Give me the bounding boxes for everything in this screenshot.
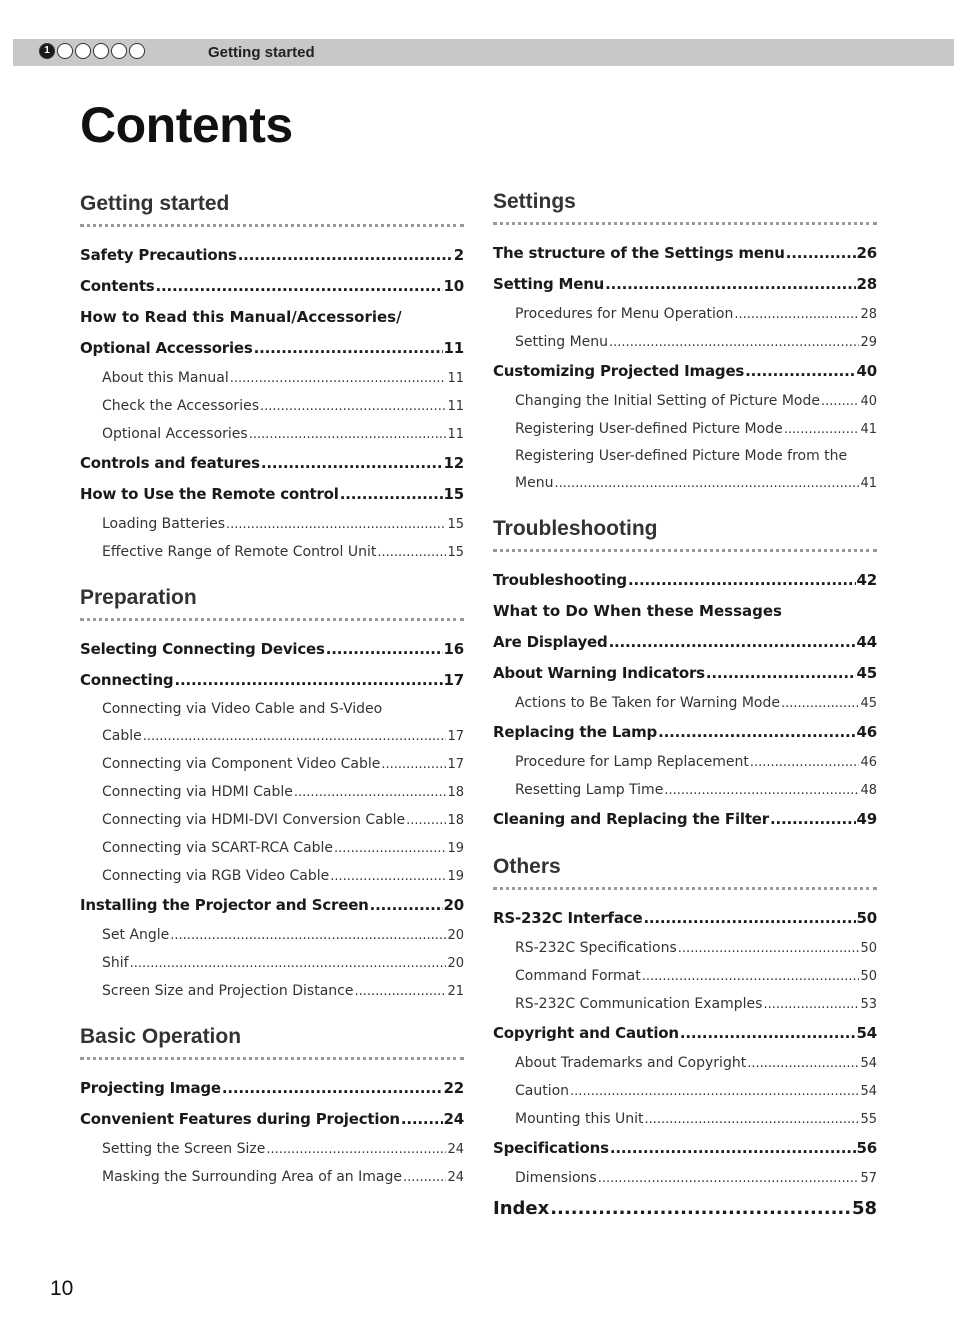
toc-section [493, 190, 877, 497]
toc-entry-page: 20 [447, 928, 464, 943]
toc-entry[interactable] [80, 949, 464, 977]
toc-entry[interactable] [80, 448, 464, 479]
toc-entry[interactable] [80, 392, 464, 420]
toc-entry[interactable] [80, 778, 464, 806]
toc-entry-label: Controls and features [80, 454, 260, 472]
toc-entry-page: 16 [443, 640, 464, 658]
toc-entry[interactable] [80, 1163, 464, 1191]
toc-entry-label: Mounting this Unit [515, 1111, 644, 1127]
dot-leader [745, 356, 855, 387]
dot-leader [550, 1192, 851, 1226]
toc-section [80, 192, 464, 566]
header-section-title: Getting started [208, 44, 315, 61]
chapter-circle [111, 43, 127, 59]
toc-entry[interactable] [80, 240, 464, 271]
chapter-indicator [39, 43, 145, 59]
toc-entry-label: The structure of the Settings menu [493, 244, 785, 262]
toc-entry-label: Convenient Features during Projection [80, 1110, 400, 1128]
toc-entry[interactable] [493, 328, 877, 356]
dot-leader [605, 269, 855, 300]
toc-entry[interactable] [493, 1133, 877, 1164]
toc-entry-page: 10 [443, 277, 464, 295]
dot-leader [786, 238, 856, 269]
toc-entry-page: 58 [851, 1198, 877, 1219]
toc-entry[interactable] [493, 238, 877, 269]
toc-entry-label: What to Do When these Messages [493, 602, 782, 620]
dot-leader [156, 271, 443, 302]
dot-leader [821, 388, 859, 415]
toc-entry[interactable] [493, 1049, 877, 1077]
dot-leader [644, 1106, 859, 1133]
dot-leader [401, 1104, 443, 1135]
dot-leader [658, 717, 855, 748]
dot-leader [770, 804, 856, 835]
toc-entry-label: Optional Accessories [102, 426, 248, 442]
toc-entry[interactable] [80, 862, 464, 890]
toc-entry-page: 55 [860, 1112, 877, 1127]
toc-entry-label: Menu [515, 475, 554, 491]
toc-entry[interactable] [80, 634, 464, 665]
toc-entry[interactable] [80, 890, 464, 921]
toc-entry-page: 40 [856, 362, 877, 380]
toc-entry-label: Connecting via SCART-RCA Cable [102, 840, 334, 856]
toc-entry-label: Connecting via Video Cable and S-Video [102, 701, 383, 717]
toc-entry[interactable] [493, 469, 877, 497]
dot-leader [294, 779, 447, 806]
toc-entry[interactable] [493, 934, 877, 962]
toc-entry-page: 19 [447, 841, 464, 856]
toc-entry-label: Connecting via Component Video Cable [102, 756, 381, 772]
dot-leader [340, 479, 443, 510]
toc-entry-label: Are Displayed [493, 633, 608, 651]
toc-entry-page: 17 [443, 671, 464, 689]
header-bar [13, 39, 954, 66]
toc-entry-label: Setting Menu [515, 334, 609, 350]
toc-entry[interactable] [493, 776, 877, 804]
dot-leader [381, 751, 446, 778]
toc-entry-label: Specifications [493, 1139, 609, 1157]
chapter-circle [129, 43, 145, 59]
toc-entry[interactable] [493, 387, 877, 415]
toc-entry-page: 41 [860, 422, 877, 437]
toc-entry-page: 45 [856, 664, 877, 682]
toc-entry-label: Cleaning and Replacing the Filter [493, 810, 769, 828]
toc-entry-label: Projecting Image [80, 1079, 221, 1097]
dot-leader [260, 393, 446, 420]
toc-entry-page: 11 [447, 371, 464, 386]
toc-entry-page: 26 [856, 244, 877, 262]
toc-entry[interactable] [80, 1073, 464, 1104]
section-title: Getting started [80, 192, 464, 227]
toc-entry-page: 20 [447, 956, 464, 971]
toc-entry-page: 2 [453, 246, 464, 264]
dot-leader [570, 1078, 859, 1105]
toc-entry-page: 20 [443, 896, 464, 914]
toc-entry-page: 49 [856, 810, 877, 828]
toc-entry-label: Index [493, 1198, 550, 1219]
toc-entry-label: Setting Menu [493, 275, 605, 293]
dot-leader [750, 749, 860, 776]
toc-entry-label: Changing the Initial Setting of Picture Mode [515, 393, 820, 409]
toc-entry-page: 53 [860, 997, 877, 1012]
dot-leader [326, 634, 443, 665]
toc-entry-label: Procedures for Menu Operation [515, 306, 734, 322]
toc-section [80, 586, 464, 1005]
toc-entry[interactable] [493, 962, 877, 990]
toc-entry-label: Dimensions [515, 1170, 597, 1186]
toc-entry-label: Troubleshooting [493, 571, 627, 589]
toc-entry-page: 18 [447, 785, 464, 800]
toc-entry-page: 48 [860, 783, 877, 798]
toc-entry[interactable] [80, 510, 464, 538]
toc-entry-label: About this Manual [102, 370, 229, 386]
toc-entry[interactable] [80, 333, 464, 364]
dot-leader [734, 301, 859, 328]
toc-entry[interactable] [493, 1105, 877, 1133]
toc-entry[interactable] [80, 271, 464, 302]
dot-leader [680, 1018, 856, 1049]
toc-entry-page: 45 [860, 696, 877, 711]
section-title: Basic Operation [80, 1025, 464, 1060]
toc-entry[interactable] [493, 689, 877, 717]
toc-entry-page: 24 [447, 1142, 464, 1157]
toc-entry-page: 11 [443, 339, 464, 357]
section-title: Troubleshooting [493, 517, 877, 552]
toc-entry-label: Masking the Surrounding Area of an Image [102, 1169, 402, 1185]
toc-entry-label: How to Use the Remote control [80, 485, 339, 503]
toc-section [493, 855, 877, 1226]
toc-entry[interactable] [80, 722, 464, 750]
toc-entry[interactable] [493, 443, 877, 469]
toc-entry-label: Registering User-defined Picture Mode [515, 421, 783, 437]
section-title: Preparation [80, 586, 464, 621]
toc-entry[interactable] [80, 1135, 464, 1163]
toc-entry[interactable] [493, 596, 877, 627]
toc-entry-label: Connecting [80, 671, 174, 689]
toc-entry[interactable] [80, 665, 464, 696]
dot-leader [747, 1050, 859, 1077]
toc-entry-label: Shif [102, 955, 129, 971]
toc-entry[interactable] [80, 1104, 464, 1135]
toc-entry-page: 42 [856, 571, 877, 589]
toc-right-column [493, 190, 877, 1246]
dot-leader [781, 690, 859, 717]
toc-section [80, 1025, 464, 1191]
toc-entry[interactable] [493, 1018, 877, 1049]
dot-leader [330, 863, 446, 890]
dot-leader [143, 723, 447, 750]
dot-leader [238, 240, 453, 271]
dot-leader [370, 890, 443, 921]
toc-entry-page: 15 [447, 545, 464, 560]
dot-leader [609, 329, 859, 356]
toc-entry-page: 24 [443, 1110, 464, 1128]
toc-entry-label: Caution [515, 1083, 570, 1099]
dot-leader [598, 1165, 860, 1192]
chapter-circle [93, 43, 109, 59]
dot-leader [642, 963, 860, 990]
toc-entry-page: 11 [447, 399, 464, 414]
toc-entry[interactable] [493, 717, 877, 748]
toc-entry-label: Replacing the Lamp [493, 723, 658, 741]
toc-entry-page: 24 [447, 1170, 464, 1185]
toc-entry-page: 17 [447, 757, 464, 772]
toc-entry[interactable] [493, 269, 877, 300]
toc-entry-page: 44 [856, 633, 877, 651]
toc-entry[interactable] [493, 1077, 877, 1105]
toc-entry-label: Selecting Connecting Devices [80, 640, 325, 658]
toc-entry[interactable] [493, 903, 877, 934]
dot-leader [261, 448, 443, 479]
toc-entry-page: 17 [447, 729, 464, 744]
toc-entry-page: 15 [447, 517, 464, 532]
dot-leader [609, 627, 856, 658]
chapter-circle [75, 43, 91, 59]
toc-entry-label: Resetting Lamp Time [515, 782, 664, 798]
toc-entry-page: 54 [860, 1084, 877, 1099]
dot-leader [249, 421, 447, 448]
toc-entry-label: Screen Size and Projection Distance [102, 983, 354, 999]
toc-entry-label: Registering User-defined Picture Mode from the [515, 448, 848, 464]
toc-entry-page: 21 [447, 984, 464, 999]
toc-entry[interactable] [80, 977, 464, 1005]
toc-entry-page: 54 [856, 1024, 877, 1042]
section-title: Others [493, 855, 877, 890]
toc-entry-page: 15 [443, 485, 464, 503]
toc-entry-page: 41 [860, 476, 877, 491]
toc-entry-label: RS-232C Interface [493, 909, 643, 927]
chapter-circle-active: 1 [39, 43, 55, 59]
toc-entry-label: Set Angle [102, 927, 170, 943]
toc-entry-label: Optional Accessories [80, 339, 253, 357]
toc-entry-page: 22 [443, 1079, 464, 1097]
toc-entry-page: 54 [860, 1056, 877, 1071]
dot-leader [406, 807, 446, 834]
toc-entry[interactable] [493, 1192, 877, 1226]
toc-entry[interactable] [80, 420, 464, 448]
toc-entry[interactable] [493, 356, 877, 387]
toc-entry[interactable] [80, 921, 464, 949]
toc-entry-label: Copyright and Caution [493, 1024, 679, 1042]
toc-entry[interactable] [493, 565, 877, 596]
toc-entry-label: Connecting via RGB Video Cable [102, 868, 330, 884]
toc-entry-page: 19 [447, 869, 464, 884]
toc-entry-label: RS-232C Communication Examples [515, 996, 763, 1012]
toc-entry[interactable] [493, 627, 877, 658]
dot-leader [554, 470, 859, 497]
toc-entry-label: Connecting via HDMI Cable [102, 784, 293, 800]
toc-entry[interactable] [80, 538, 464, 566]
toc-entry[interactable] [493, 1164, 877, 1192]
dot-leader [266, 1136, 446, 1163]
toc-entry[interactable] [80, 479, 464, 510]
toc-entry-page: 50 [860, 941, 877, 956]
toc-entry-page: 29 [860, 335, 877, 350]
dot-leader [706, 658, 856, 689]
dot-leader [377, 539, 446, 566]
toc-entry-label: Actions to Be Taken for Warning Mode [515, 695, 780, 711]
toc-entry-page: 50 [860, 969, 877, 984]
toc-entry-label: Check the Accessories [102, 398, 259, 414]
toc-entry-label: Effective Range of Remote Control Unit [102, 544, 377, 560]
toc-entry[interactable] [493, 658, 877, 689]
dot-leader [130, 950, 447, 977]
toc-entry-page: 46 [856, 723, 877, 741]
dot-leader [643, 903, 855, 934]
toc-entry-label: Customizing Projected Images [493, 362, 745, 380]
dot-leader [334, 835, 446, 862]
dot-leader [226, 511, 446, 538]
toc-entry-label: Procedure for Lamp Replacement [515, 754, 749, 770]
dot-leader [628, 565, 856, 596]
toc-entry-label: Installing the Projector and Screen [80, 896, 369, 914]
toc-entry-page: 56 [856, 1139, 877, 1157]
toc-entry-page: 57 [860, 1171, 877, 1186]
toc-section [493, 517, 877, 835]
toc-entry-label: How to Read this Manual/Accessories/ [80, 308, 402, 326]
toc-entry-label: Contents [80, 277, 155, 295]
toc-entry-page: 11 [447, 427, 464, 442]
toc-entry-label: About Warning Indicators [493, 664, 705, 682]
toc-entry-label: Command Format [515, 968, 641, 984]
dot-leader [222, 1073, 443, 1104]
toc-entry[interactable] [80, 806, 464, 834]
toc-entry-page: 46 [860, 755, 877, 770]
toc-entry-label: Safety Precautions [80, 246, 237, 264]
toc-entry-page: 12 [443, 454, 464, 472]
dot-leader [254, 333, 443, 364]
toc-entry-page: 40 [860, 394, 877, 409]
toc-entry[interactable] [493, 415, 877, 443]
toc-left-column [80, 192, 464, 1211]
toc-entry-label: Cable [102, 728, 142, 744]
chapter-circle [57, 43, 73, 59]
toc-entry-page: 18 [447, 813, 464, 828]
dot-leader [230, 365, 447, 392]
toc-entry[interactable] [493, 990, 877, 1018]
toc-entry-label: Setting the Screen Size [102, 1141, 266, 1157]
dot-leader [610, 1133, 856, 1164]
page-number: 10 [50, 1277, 74, 1300]
toc-entry-page: 50 [856, 909, 877, 927]
dot-leader [664, 777, 859, 804]
toc-entry[interactable] [80, 750, 464, 778]
dot-leader [174, 665, 442, 696]
dot-leader [170, 922, 446, 949]
toc-entry[interactable] [493, 300, 877, 328]
toc-entry-label: Connecting via HDMI-DVI Conversion Cable [102, 812, 406, 828]
page-title: Contents [80, 97, 293, 153]
toc-entry[interactable] [80, 834, 464, 862]
toc-entry-page: 28 [860, 307, 877, 322]
toc-entry-label: RS-232C Specifications [515, 940, 677, 956]
toc-entry[interactable] [493, 748, 877, 776]
section-title: Settings [493, 190, 877, 225]
toc-entry-page: 28 [856, 275, 877, 293]
toc-entry[interactable] [493, 804, 877, 835]
dot-leader [763, 991, 859, 1018]
dot-leader [678, 935, 860, 962]
toc-entry-label: Loading Batteries [102, 516, 226, 532]
dot-leader [784, 416, 860, 443]
toc-entry[interactable] [80, 302, 464, 333]
dot-leader [354, 978, 446, 1005]
toc-entry[interactable] [80, 364, 464, 392]
dot-leader [403, 1164, 446, 1191]
toc-entry-label: About Trademarks and Copyright [515, 1055, 747, 1071]
toc-entry[interactable] [80, 696, 464, 722]
